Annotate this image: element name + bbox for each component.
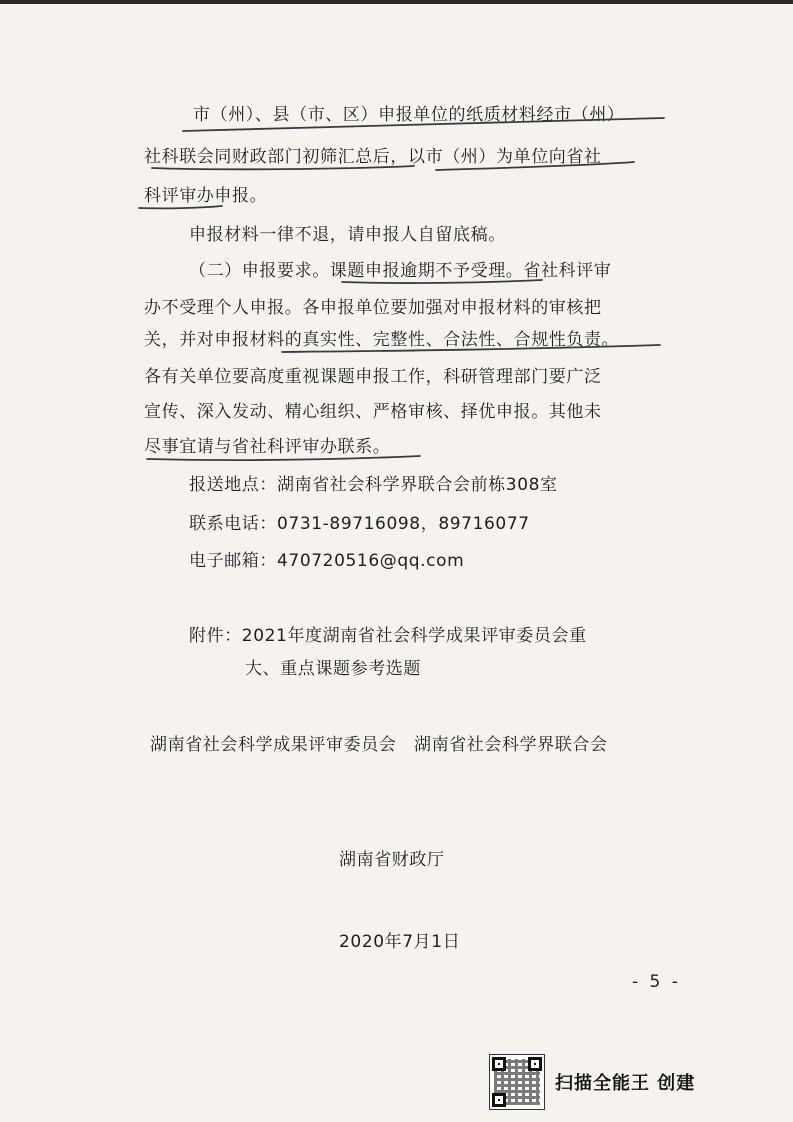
contact-phone: 联系电话：0731-89716098，89716077 (189, 514, 530, 534)
attachment-line-1: 附件：2021年度湖南省社会科学成果评审委员会重 (189, 626, 587, 646)
body-line-3: 科评审办申报。 (144, 186, 268, 206)
body-line-8: 各有关单位要高度重视课题申报工作，科研管理部门要广泛 (144, 367, 602, 387)
body-line-1: 市（州）、县（市、区）申报单位的纸质材料经市（州） (193, 105, 625, 125)
page-number: - 5 - (632, 972, 681, 992)
scan-edge (0, 0, 793, 4)
body-line-10: 尽事宜请与省社科评审办联系。 (144, 437, 391, 457)
scanner-watermark (489, 1054, 695, 1110)
body-line-5: （二）申报要求。课题申报逾期不予受理。省社科评审 (189, 261, 612, 281)
body-line-2: 社科联会同财政部门初筛汇总后，以市（州）为单位向省社 (144, 147, 602, 167)
attachment-line-2: 大、重点课题参考选题 (245, 659, 421, 679)
body-line-6: 办不受理个人申报。各申报单位要加强对申报材料的审核把 (144, 298, 602, 318)
signatory-line-1: 湖南省社会科学成果评审委员会 湖南省社会科学界联合会 (150, 735, 608, 755)
signatory-line-2: 湖南省财政厅 (339, 850, 445, 870)
body-line-9: 宣传、深入发动、精心组织、严格审核、择优申报。其他未 (144, 402, 602, 422)
qr-code-icon (489, 1054, 545, 1110)
contact-address: 报送地点：湖南省社会科学界联合会前栋308室 (189, 475, 558, 495)
document-date: 2020年7月1日 (339, 932, 461, 952)
contact-email: 电子邮箱：470720516@qq.com (189, 551, 465, 571)
body-line-4: 申报材料一律不退，请申报人自留底稿。 (189, 225, 506, 245)
watermark-text: 扫描全能王 创建 (555, 1073, 696, 1094)
body-line-7: 关，并对申报材料的真实性、完整性、合法性、合规性负责。 (144, 330, 620, 350)
